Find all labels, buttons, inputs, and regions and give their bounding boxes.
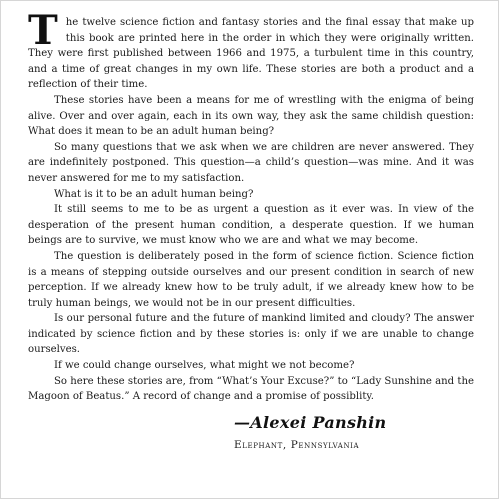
paragraph-3: So many questions that we ask when we are children are never answered. They are indefinitely postponed. This question—a child’s question—was mine. And it was never answered for me to my satisfaction. <box>28 141 474 184</box>
paragraph-2: These stories have been a means for me of wrestling with the enigma of being alive. Over and over again, each in its own way, they ask the same childish question: What does it mean to be an adult human being? <box>28 94 474 138</box>
paragraph-1 <box>28 7 474 93</box>
paragraph-7: Is our personal future and the future of mankind limited and cloudy? The answer indicated by science fiction and by these stories is: only if we are unable to change ourselves. <box>28 313 474 356</box>
author-location: Elephant, Pennsylvania <box>234 439 360 451</box>
author-signature: —Alexei Panshin <box>234 413 387 432</box>
paragraph-5: It still seems to me to be as urgent a question as it ever was. In view of the desperation of the present human condition, a desperate question. If we human beings are to survive, we must know who we are and what we may become. <box>28 204 474 247</box>
paragraph-9: So here these stories are, from “What’s Your Excuse?” to “Lady Sunshine and the Magoon of Beatus.” A record of change and a promise of possiblity. <box>28 375 474 403</box>
drop-cap: T <box>28 7 58 54</box>
paragraph-8: If we could change ourselves, what might we not become? <box>54 360 355 372</box>
paragraph-4: What is it to be an adult human being? <box>54 188 254 200</box>
essay-body <box>28 7 474 405</box>
paragraph-6: The question is deliberately posed in the form of science fiction. Science fiction is a means of stepping outside ourselves and our present condition in search of new perception. If we already knew how to be truly adult, if we already knew how to be truly human beings, we would not be in our present difficulties. <box>28 250 474 309</box>
paragraph-1-text: he twelve science fiction and fantasy stories and the final essay that make up this book are printed here in the order in which they were originally written. They were first published between 1966 and 1975, a turbulent time in this country, and a time of great changes in my own life. These stories are both a product and a reflection of their time. <box>28 17 474 91</box>
